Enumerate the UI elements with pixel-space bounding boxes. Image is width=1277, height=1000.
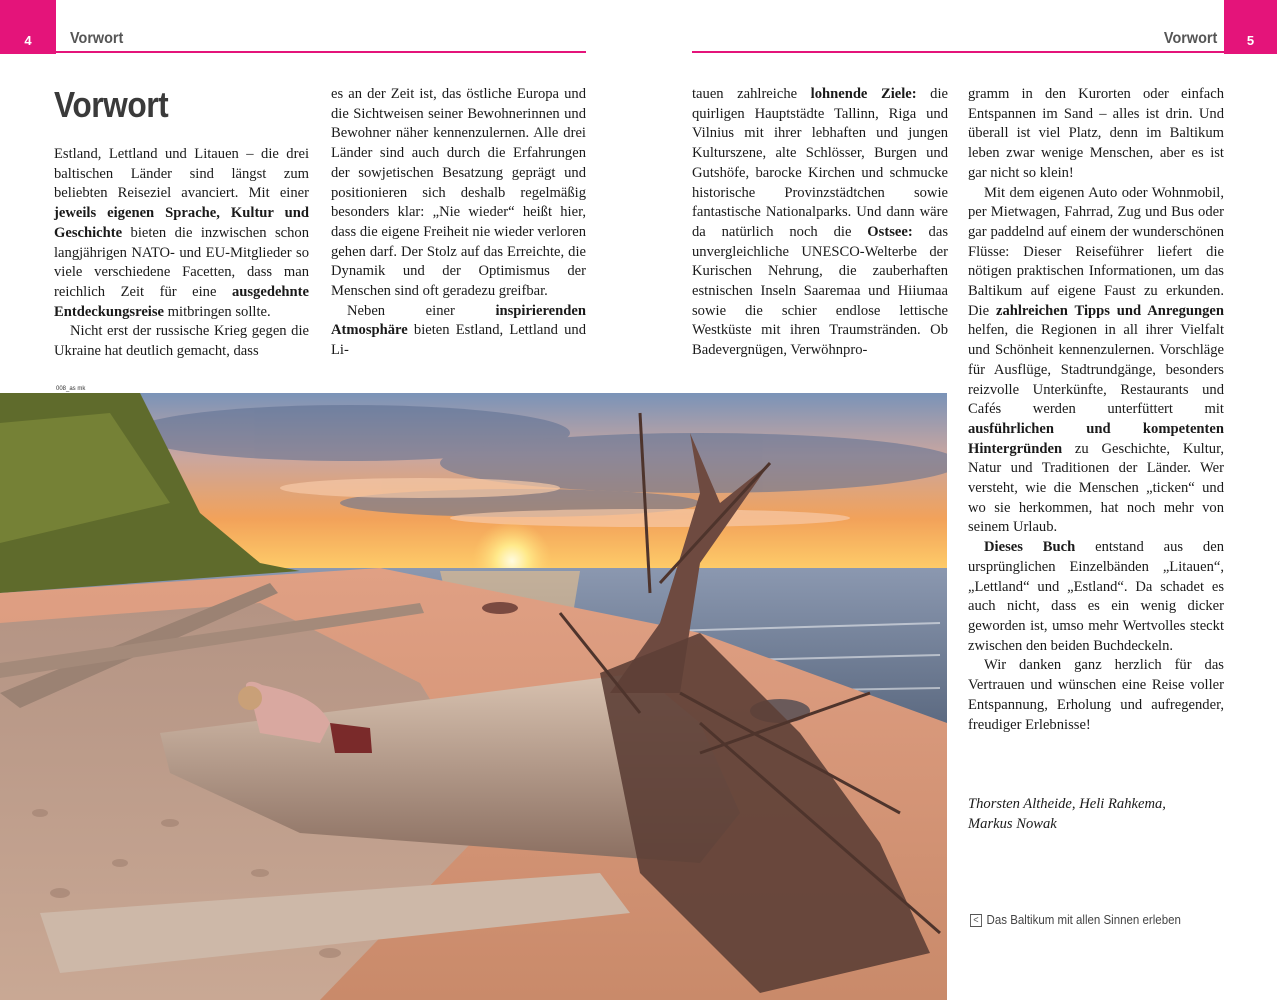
right-page-number-tab [1224, 0, 1277, 54]
text: Neben einer [347, 302, 496, 319]
paragraph [54, 145, 309, 322]
paragraph [331, 302, 586, 361]
authors-signature [968, 795, 1228, 834]
bold-text: inspirierenden Atmosphäre [331, 302, 586, 339]
text: Mit dem eigenen Auto oder Wohnmobil, per Mietwagen, Fahrrad, Zug und Bus oder gar paddelnd auf einem der wunderschönen Flüsse: Dieser Reiseführer liefert die nötigen praktischen Informationen, um das Baltikum auf eigene Faust zu erkunden. Die [968, 184, 1224, 319]
left-header-rule [56, 51, 586, 53]
text: Estland, Lettland und Litauen – die drei baltischen Länder sind längst zum beliebten Reiseziel avanciert. Mit einer [54, 146, 309, 202]
bold-text: ausführlichen und kompetenten Hintergründen [968, 420, 1224, 457]
arrow-left-icon: < [970, 914, 982, 927]
page-title: Vorwort [54, 84, 169, 125]
signature-line: Markus Nowak [968, 815, 1057, 832]
paragraph [968, 538, 1224, 656]
bold-text: Dieses Buch [984, 539, 1076, 556]
paragraph [968, 184, 1224, 539]
signature-line: Thorsten Altheide, Heli Rahkema, [968, 796, 1166, 812]
bold-text: jeweils eigenen Sprache, Kultur und Geschichte [54, 205, 309, 241]
right-page-number: 5 [1246, 33, 1255, 48]
bold-text: lohnende Ziele: [810, 86, 917, 102]
paragraph [692, 85, 948, 361]
left-page-number-tab [0, 0, 56, 54]
text: bieten Estland, Lettland und Li- [331, 322, 586, 359]
text-column-4 [968, 85, 1224, 735]
text: tauen zahlreiche [692, 86, 811, 102]
paragraph: Wir danken ganz herzlich für das Vertrauen und wünschen eine Reise voller Entspannung, Erholung und aufregender, freudiger Erlebnisse! [968, 657, 1224, 733]
paragraph: Nicht erst der russische Krieg gegen die Ukraine hat deutlich gemacht, dass [54, 323, 309, 360]
bold-text: zahlreichen Tipps und Anregungen [995, 302, 1224, 319]
cross-reference-label: Das Baltikum mit allen Sinnen erleben [986, 913, 1181, 927]
beach-sunset-photo [0, 393, 947, 1000]
text: bieten die inzwischen schon langjährigen NATO- und EU-Mitglieder so viele verschiedene Facetten, dass man reichlich Zeit für eine [54, 224, 309, 300]
bold-text: Ostsee: [867, 223, 913, 240]
right-header-rule [692, 51, 1224, 53]
text-column-2 [331, 85, 586, 361]
bold-text: ausgedehnte Entdeckungsreise [54, 283, 309, 320]
text: entstand aus den ursprünglichen Einzelbänden „Litauen“, „Lettland“ und „Estland“. Da schadet es auch nicht, dass es ein wenig dicker geworden ist, umso mehr Wertvolles steckt zwischen den beiden Buchdeckeln. [968, 539, 1225, 654]
cross-reference[interactable] [970, 913, 1181, 927]
paragraph: es an der Zeit ist, das östliche Europa und die Sichtweisen seiner Bewohnerinnen und Bewohner näher kennenzulernen. Alle drei Länder sind auch durch die Erfahrungen der sowjetischen Besatzung geprägt und positionieren sich deshalb regelmäßig besonders klar: „Nie wieder“ heißt hier, dass die eigene Freiheit nie wieder verloren gehen darf. Der Stolz auf das Erreichte, die Dynamik und der Optimismus der Menschen sind oft geradezu greifbar. [331, 86, 586, 300]
text: zu Geschichte, Kultur, Natur und Traditionen der Länder. Wer versteht, wie die Menschen „ticken“ und wo sie herkommen, hat noch mehr von seinem Urlaub. [968, 440, 1224, 536]
text: das unvergleichliche UNESCO-Welterbe der Kurischen Nehrung, die zauberhaften estnischen Inseln Saaremaa und Hiiumaa sowie die schier endlose lettische Westküste mit ihren Traumstränden. Ob Badevergnügen, Verwöhnpro- [692, 223, 949, 359]
paragraph: gramm in den Kurorten oder einfach Entspannen im Sand – alles ist drin. Und überall ist viel Platz, denn im Baltikum leben zwar wenige Menschen, aber es ist gar nicht so klein! [968, 86, 1224, 181]
right-running-title: Vorwort [1163, 30, 1217, 47]
text: mitbringen sollte. [164, 303, 271, 320]
text-column-1 [54, 145, 309, 362]
text: helfen, die Regionen in all ihrer Vielfalt und Schönheit kennenzulernen. Vorschläge für Ausflüge, Stadtrundgänge, besonders reizvolle Unterkünfte, Restaurants und Cafés werden unterfüttert mit [968, 322, 1224, 418]
text-column-3 [692, 85, 948, 361]
text: die quirligen Hauptstädte Tallinn, Riga und Vilnius mit ihrer lebhaften und jungen Kulturszene, alte Schlösser, Burgen und Gutshöfe, barocke Kirchen und schmucke historische Provinzstädtchen sowie fantastische Nationalparks. Und dann wäre da natürlich noch die [692, 86, 948, 240]
image-code: 008_as mk [56, 386, 86, 392]
left-running-title: Vorwort [70, 30, 124, 47]
left-page-number: 4 [24, 33, 32, 48]
